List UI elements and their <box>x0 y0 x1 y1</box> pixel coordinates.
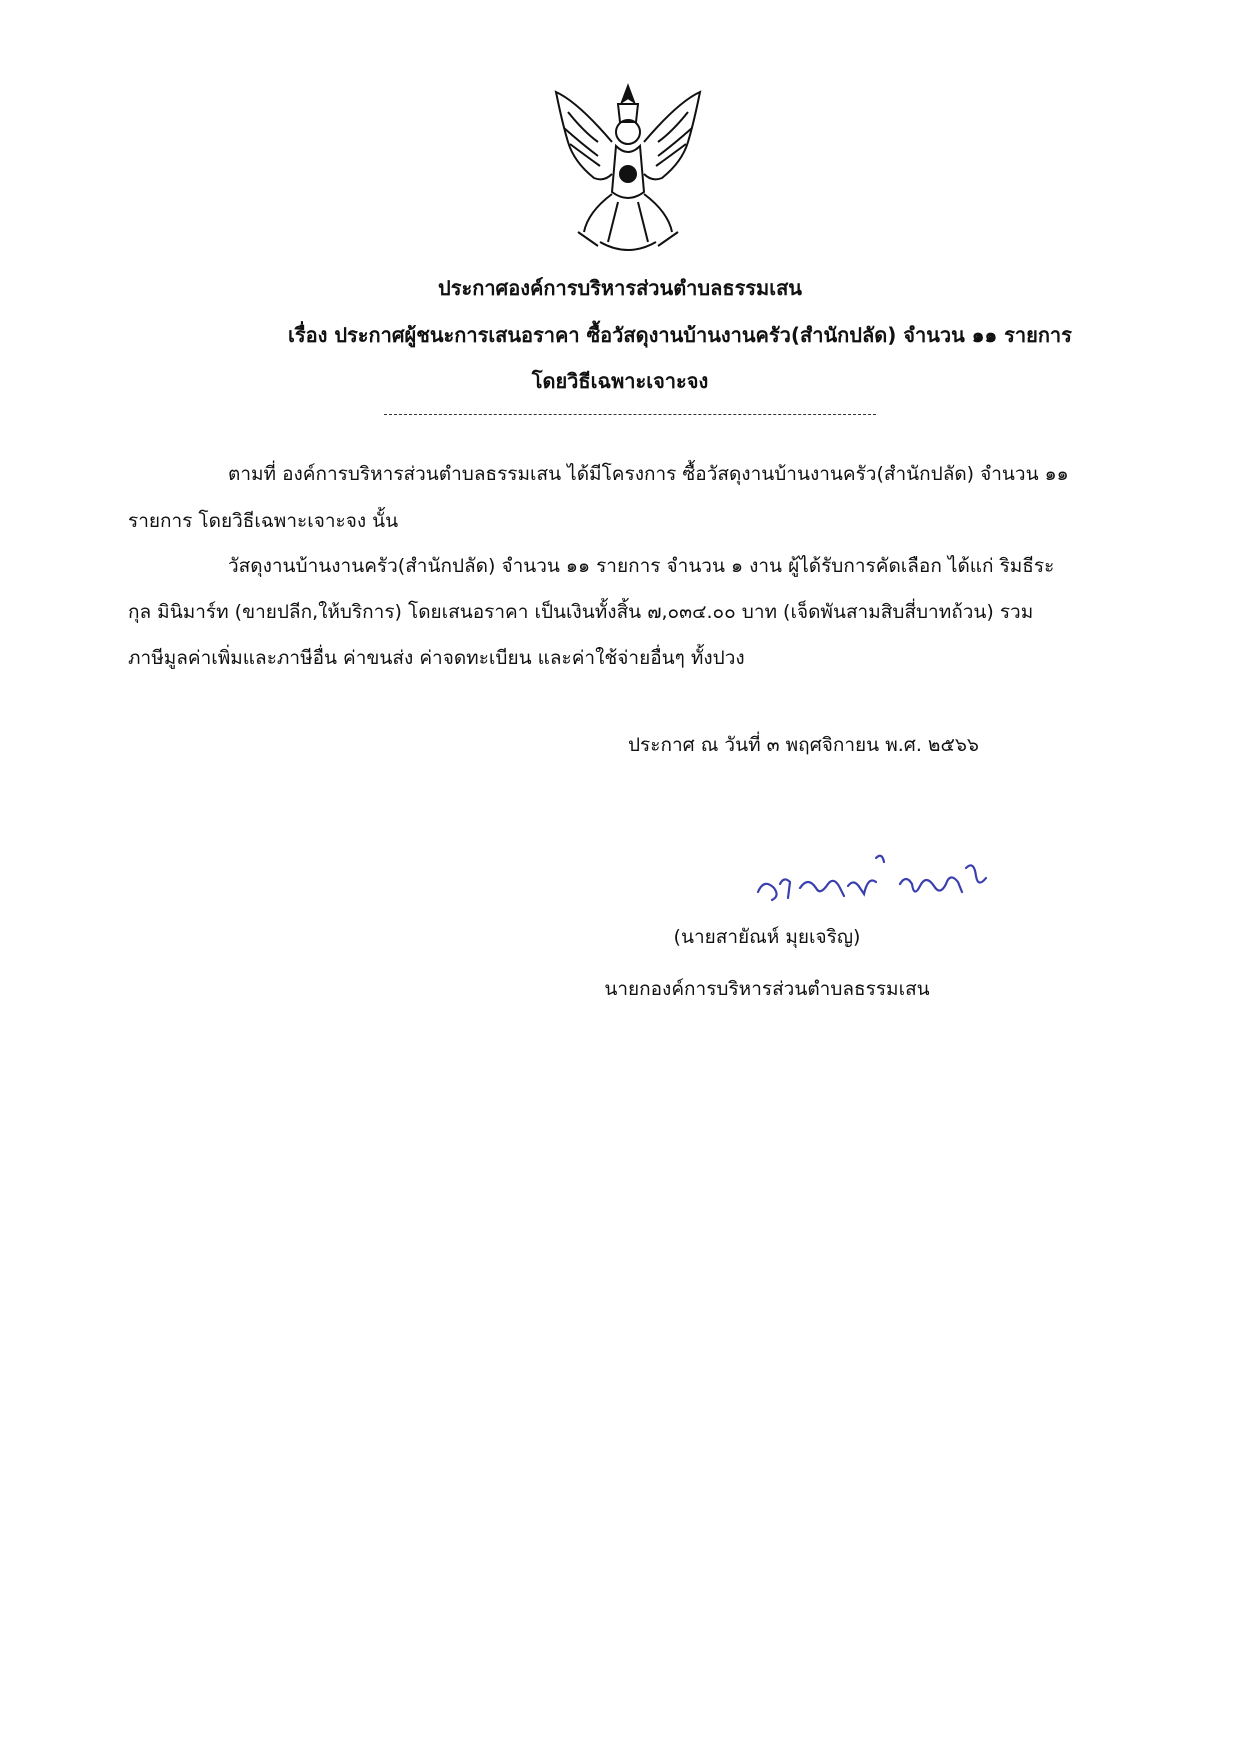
body-line: ภาษีมูลค่าเพิ่มและภาษีอื่น ค่าขนส่ง ค่าจดทะเบียน และค่าใช้จ่ายอื่นๆ ทั้งปวง <box>128 647 745 669</box>
signer-name: (นายสายัณห์ มุยเจริญ) <box>673 926 861 948</box>
announcement-subject: เรื่อง ประกาศผู้ชนะการเสนอราคา ซื้อวัสดุงานบ้านงานครัว(สำนักปลัด) จำนวน ๑๑ รายการ <box>288 323 1072 347</box>
procurement-method: โดยวิธีเฉพาะเจาะจง <box>531 369 709 393</box>
garuda-emblem-icon <box>548 82 708 258</box>
body-line: กุล มินิมาร์ท (ขายปลีก,ให้บริการ) โดยเสนอราคา เป็นเงินทั้งสิ้น ๗,๐๓๔.๐๐ บาท (เจ็ดพันสามสิบสี่บาทถ้วน) รวม <box>128 601 1034 623</box>
handwritten-signature-icon <box>750 848 1030 918</box>
signer-position: นายกองค์การบริหารส่วนตำบลธรรมเสน <box>604 978 930 1000</box>
announcement-title: ประกาศองค์การบริหารส่วนตำบลธรรมเสน <box>438 276 802 300</box>
body-line: ตามที่ องค์การบริหารส่วนตำบลธรรมเสน ได้มีโครงการ ซื้อวัสดุงานบ้านงานครัว(สำนักปลัด) จำนวน ๑๑ <box>228 463 1069 485</box>
announcement-date: ประกาศ ณ วันที่ ๓ พฤศจิกายน พ.ศ. ๒๕๖๖ <box>628 734 979 756</box>
body-line: วัสดุงานบ้านงานครัว(สำนักปลัด) จำนวน ๑๑ รายการ จำนวน ๑ งาน ผู้ได้รับการคัดเลือก ได้แก่ ริมธีระ <box>228 555 1055 577</box>
dashed-divider <box>384 414 876 415</box>
body-line: รายการ โดยวิธีเฉพาะเจาะจง นั้น <box>128 510 399 532</box>
